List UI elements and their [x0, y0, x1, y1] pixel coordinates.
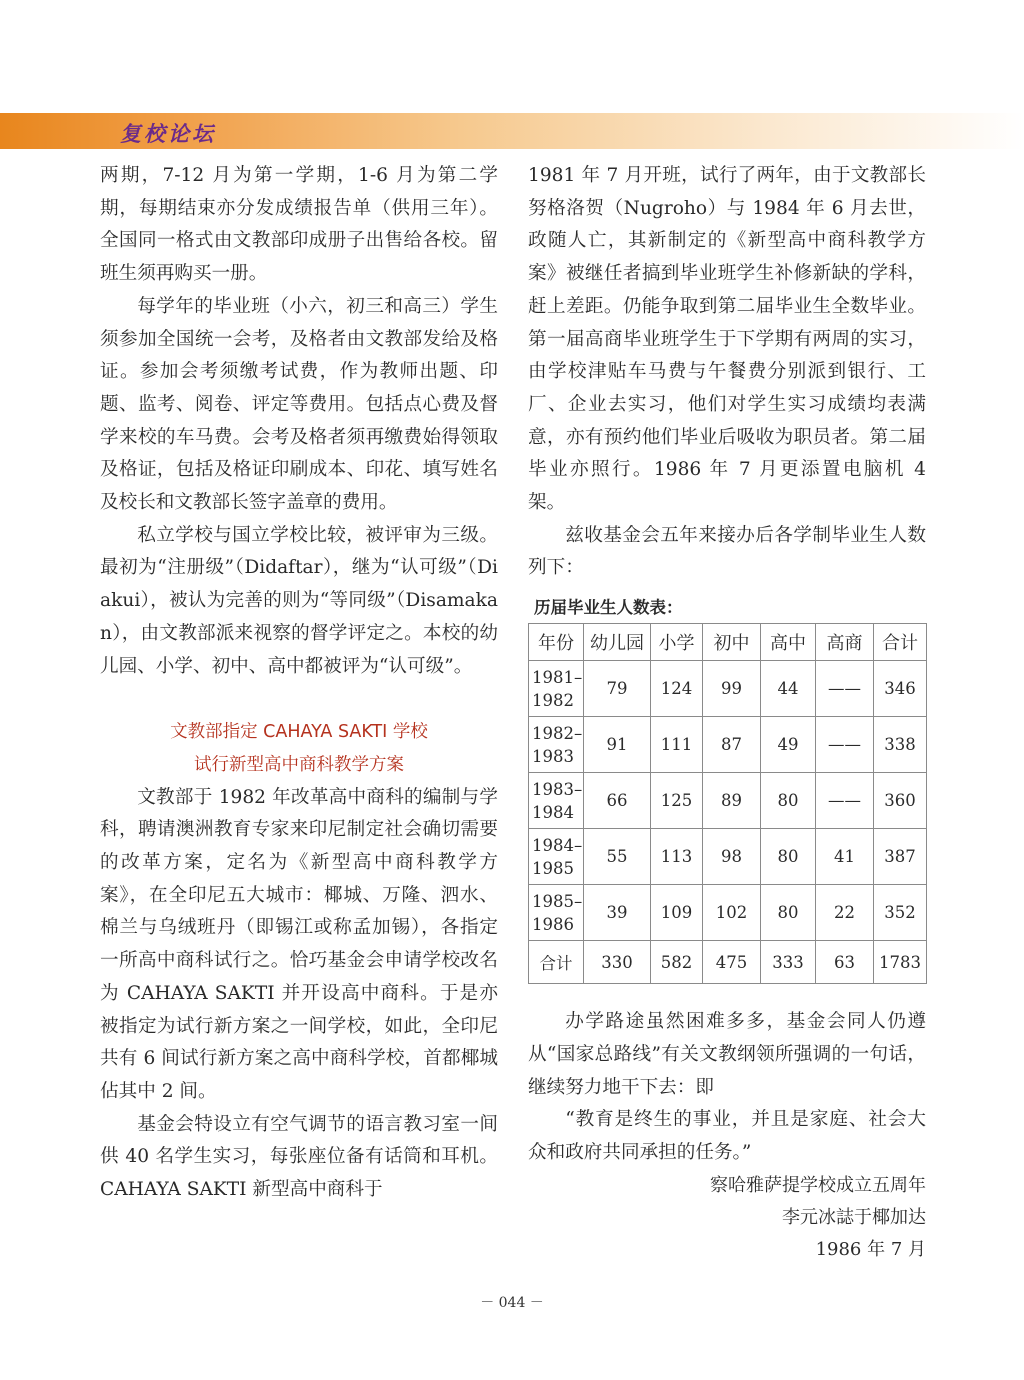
table-header-cell: 年份 — [529, 624, 584, 661]
quote-paragraph: “教育是终生的事业，并且是家庭、社会大众和政府共同承担的任务。” — [528, 1109, 926, 1163]
table-cell: —— — [816, 773, 874, 829]
table-row — [529, 717, 927, 773]
table-cell: 44 — [761, 661, 816, 717]
table-cell: 111 — [651, 717, 703, 773]
table-cell: 338 — [874, 717, 927, 773]
table-cell: 333 — [761, 941, 816, 984]
table-cell: 1981–1982 — [529, 661, 584, 717]
paragraph: 私立学校与国立学校比较，被评审为三级。最初为“注册级”（Didaftar），继为“认可级”（Diakui），被认为完善的则为“等同级”（Disamakan），由文教部派来视察的督学评定之。本校的幼儿园、小学、初中、高中都被评为“认可级”。 — [100, 524, 498, 677]
section-heading: 试行新型高中商科教学方案 — [194, 754, 404, 775]
table-cell: 1984–1985 — [529, 829, 584, 885]
table-cell: 41 — [816, 829, 874, 885]
table-cell: 80 — [761, 885, 816, 941]
table-header-cell: 合计 — [874, 624, 927, 661]
table-cell: 346 — [874, 661, 927, 717]
table-header-cell: 幼儿园 — [584, 624, 651, 661]
table-cell: 63 — [816, 941, 874, 984]
table-cell: 360 — [874, 773, 927, 829]
table-cell: 330 — [584, 941, 651, 984]
section-title: 复校论坛 — [120, 121, 216, 146]
table-cell: 99 — [703, 661, 761, 717]
table-cell: 352 — [874, 885, 927, 941]
table-cell: 49 — [761, 717, 816, 773]
table-cell: 1983–1984 — [529, 773, 584, 829]
table-header-row — [529, 624, 927, 661]
table-cell: 1985–1986 — [529, 885, 584, 941]
table-cell: 87 — [703, 717, 761, 773]
paragraph: 办学路途虽然困难多多，基金会同人仍遵从“国家总路线”有关文教纲领所强调的一句话，继续努力地干下去：即 — [528, 1011, 926, 1098]
table-cell: 109 — [651, 885, 703, 941]
table-caption: 历届毕业生人数表： — [534, 598, 683, 618]
table-cell: 66 — [584, 773, 651, 829]
table-row — [529, 661, 927, 717]
table-cell: 1783 — [874, 941, 927, 984]
section-heading: 文教部指定 CAHAYA SAKTI 学校 — [170, 722, 428, 743]
table-cell: 98 — [703, 829, 761, 885]
signature-line: 李元冰誌于椰加达 — [782, 1206, 926, 1228]
table-cell: 55 — [584, 829, 651, 885]
table-cell: 125 — [651, 773, 703, 829]
right-column — [528, 160, 926, 1266]
table-cell: 1982–1983 — [529, 717, 584, 773]
table-header-cell: 高商 — [816, 624, 874, 661]
table-cell: 475 — [703, 941, 761, 984]
table-cell: 合计 — [529, 941, 584, 984]
graduates-table — [528, 623, 927, 984]
table-cell: 39 — [584, 885, 651, 941]
table-row — [529, 885, 927, 941]
table-cell: 102 — [703, 885, 761, 941]
table-cell: 387 — [874, 829, 927, 885]
paragraph: 基金会特设立有空气调节的语言教习室一间供 40 名学生实习，每张座位备有话筒和耳机。CAHAYA SAKTI 新型高中商科于 — [100, 1113, 498, 1201]
table-row — [529, 829, 927, 885]
table-cell: —— — [816, 661, 874, 717]
table-cell: 582 — [651, 941, 703, 984]
paragraph: 文教部于 1982 年改革高中商科的编制与学科，聘请澳洲教育专家来印尼制定社会确切需要的改革方案，定名为《新型高中商科教学方案》，在全印尼五大城市：椰城、万隆、泗水、棉兰与乌绒班丹（即锡江或称孟加锡），各指定一所高中商科试行之。恰巧基金会申请学校改名为 CAHAYA SAKTI 并开设高中商科。于是亦被指定为试行新方案之一间学校，如此，全印尼共有 6 间试行新方案之高中商科学校，首都椰城佔其中 2 间。 — [100, 786, 498, 1102]
paragraph: 两期，7-12 月为第一学期，1-6 月为第二学期，每期结束亦分发成绩报告单（供用三年）。全国同一格式由文教部印成册子出售给各校。留班生须再购买一册。 — [100, 165, 498, 285]
table-cell: 113 — [651, 829, 703, 885]
table-cell: 22 — [816, 885, 874, 941]
paragraph: 1981 年 7 月开班，试行了两年，由于文教部长努格洛贺（Nugroho）与 1984 年 6 月去世，政随人亡，其新制定的《新型高中商科教学方案》被继任者搞到毕业班学生补修新缺的学科，赶上差距。仍能争取到第二届毕业生全数毕业。第一届高商毕业班学生于下学期有两周的实习，由学校津贴车马费与午餐费分别派到银行、工厂、企业去实习，他们对学生实习成绩均表满意，亦有预约他们毕业后吸收为职员者。第二届毕业亦照行。1986 年 7 月更添置电脑机 4 架。 — [528, 165, 926, 514]
table-total-row — [529, 941, 927, 984]
table-cell: 89 — [703, 773, 761, 829]
table-cell: 124 — [651, 661, 703, 717]
table-header-cell: 高中 — [761, 624, 816, 661]
table-cell: 80 — [761, 773, 816, 829]
page-number: － 044 － — [480, 1295, 544, 1311]
table-cell: 91 — [584, 717, 651, 773]
table-cell: 80 — [761, 829, 816, 885]
table-header-cell: 小学 — [651, 624, 703, 661]
signature-line: 察哈雅萨提学校成立五周年 — [710, 1174, 926, 1196]
signature-date: 1986 年 7 月 — [815, 1238, 926, 1260]
left-column — [100, 160, 498, 1207]
table-cell: 79 — [584, 661, 651, 717]
paragraph: 每学年的毕业班（小六，初三和高三）学生须参加全国统一会考，及格者由文教部发给及格证。参加会考须缴考试费，作为教师出题、印题、监考、阅卷、评定等费用。包括点心费及督学来校的车马费。会考及格者须再缴费始得领取及格证，包括及格证印刷成本、印花、填写姓名及校长和文教部长签字盖章的费用。 — [100, 295, 498, 514]
table-header-cell: 初中 — [703, 624, 761, 661]
paragraph: 兹收基金会五年来接办后各学制毕业生人数列下： — [528, 524, 926, 579]
table-row — [529, 773, 927, 829]
table-cell: —— — [816, 717, 874, 773]
